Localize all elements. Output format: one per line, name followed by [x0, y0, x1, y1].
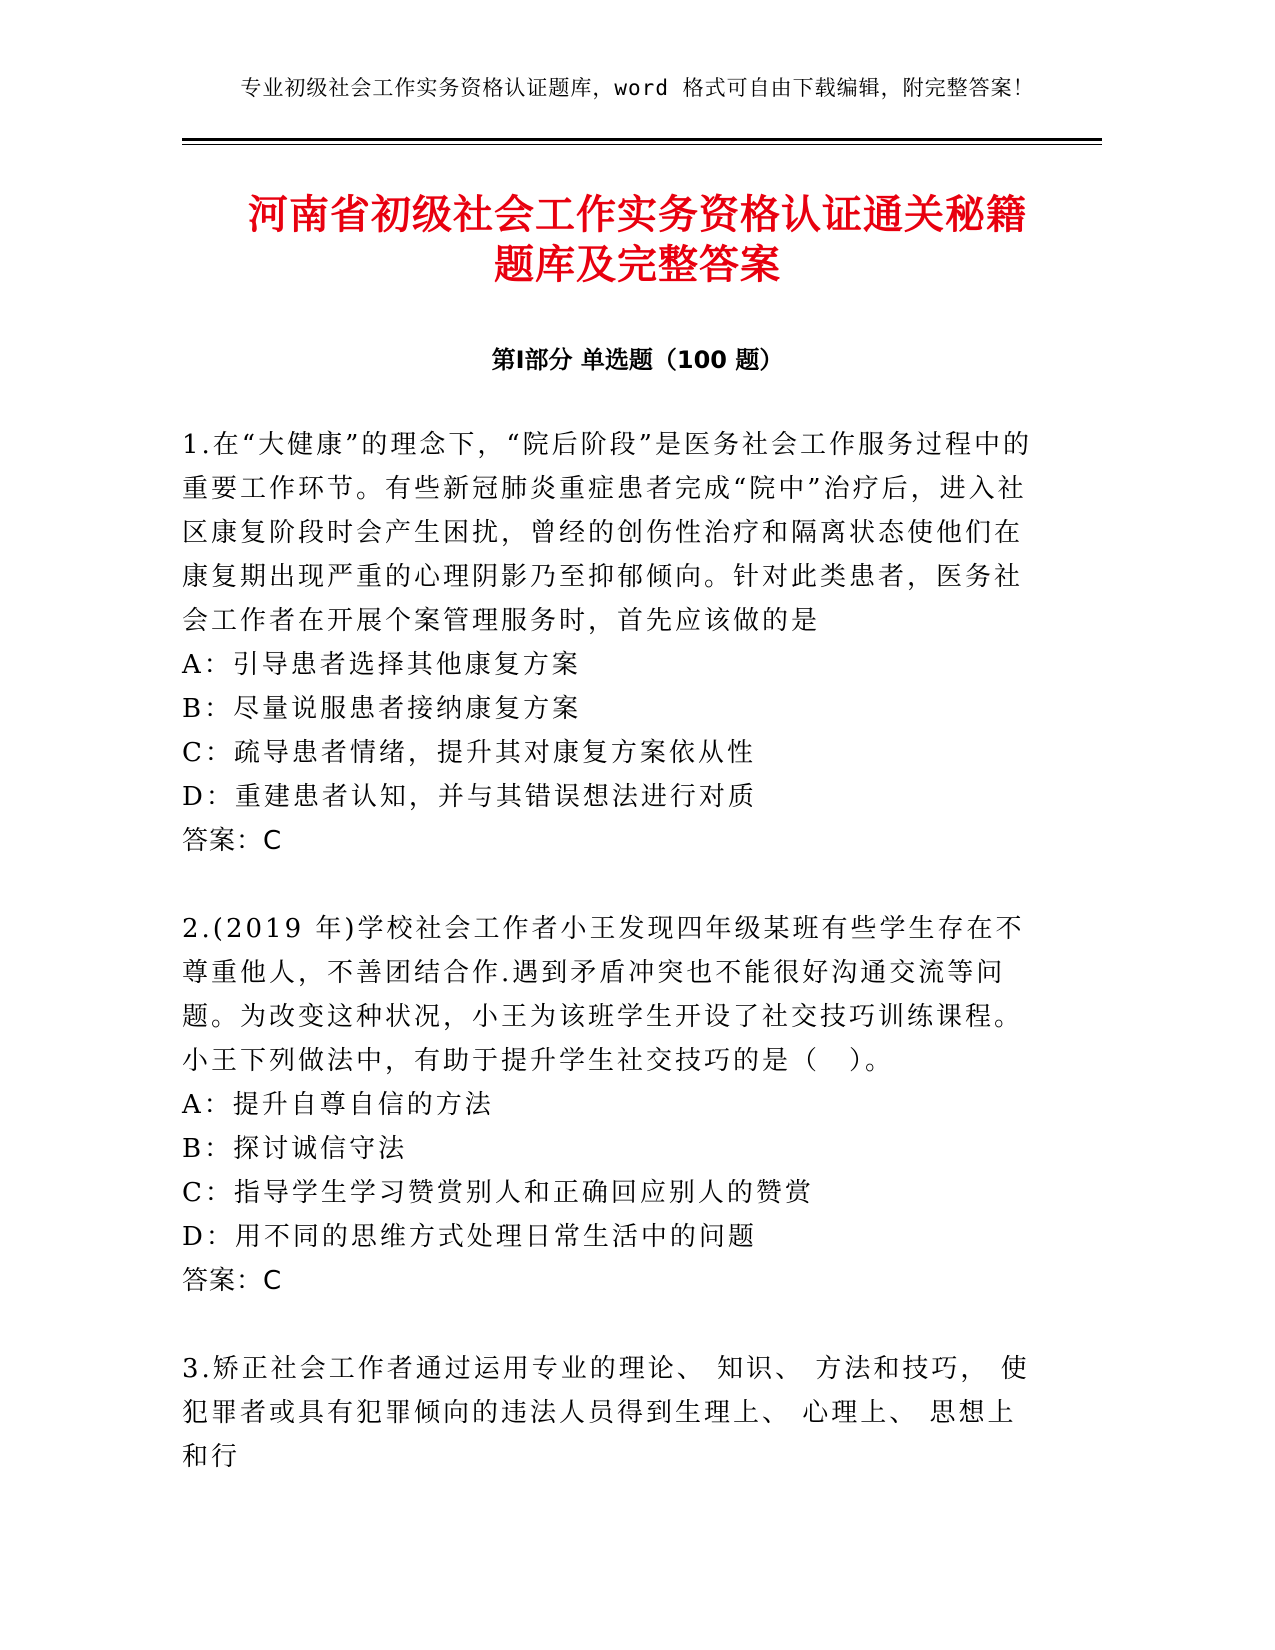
- title-line-2: 题库及完整答案: [494, 242, 781, 288]
- option-c: C：疏导患者情绪，提升其对康复方案依从性: [182, 738, 756, 768]
- option-b: B：探讨诚信守法: [182, 1134, 408, 1164]
- title-line-1: 河南省初级社会工作实务资格认证通关秘籍: [248, 192, 1027, 238]
- question-2: [182, 907, 1032, 1303]
- option-a: A：提升自尊自信的方法: [182, 1090, 494, 1120]
- option-a: A：引导患者选择其他康复方案: [182, 650, 581, 680]
- question-list: [182, 423, 1032, 1523]
- answer: 答案：C: [182, 826, 283, 856]
- option-b: B：尽量说服患者接纳康复方案: [182, 694, 582, 724]
- question-3: [182, 1347, 1032, 1479]
- question-stem: 3.矫正社会工作者通过运用专业的理论、 知识、 方法和技巧， 使犯罪者或具有犯罪倾向的违法人员得到生理上、 心理上、 思想上和行: [182, 1354, 1030, 1472]
- section-title: 第Ⅰ部分 单选题（100 题）: [491, 346, 784, 374]
- option-c: C：指导学生学习赞赏别人和正确回应别人的赞赏: [182, 1178, 814, 1208]
- option-d: D：用不同的思维方式处理日常生活中的问题: [182, 1222, 757, 1252]
- header-rule-thin: [182, 144, 1102, 145]
- question-stem: 1.在“大健康”的理念下，“院后阶段”是医务社会工作服务过程中的重要工作环节。有些新冠肺炎重症患者完成“院中”治疗后，进入社区康复阶段时会产生困扰，曾经的创伤性治疗和隔离状态使他们在康复期出现严重的心理阴影乃至抑郁倾向。针对此类患者，医务社会工作者在开展个案管理服务时，首先应该做的是: [182, 430, 1032, 636]
- header-rule-thick: [182, 138, 1102, 141]
- document-title: [170, 190, 1105, 290]
- option-d: D：重建患者认知，并与其错误想法进行对质: [182, 782, 757, 812]
- question-stem: 2.(2019 年)学校社会工作者小王发现四年级某班有些学生存在不尊重他人，不善团结合作.遇到矛盾冲突也不能很好沟通交流等问题。为改变这种状况，小王为该班学生开设了社交技巧训练课程。小王下列做法中，有助于提升学生社交技巧的是（ ）。: [182, 914, 1025, 1076]
- page-header-text: 专业初级社会工作实务资格认证题库，word 格式可自由下载编辑，附完整答案！: [240, 76, 1035, 100]
- answer: 答案：C: [182, 1266, 283, 1296]
- question-1: [182, 423, 1032, 863]
